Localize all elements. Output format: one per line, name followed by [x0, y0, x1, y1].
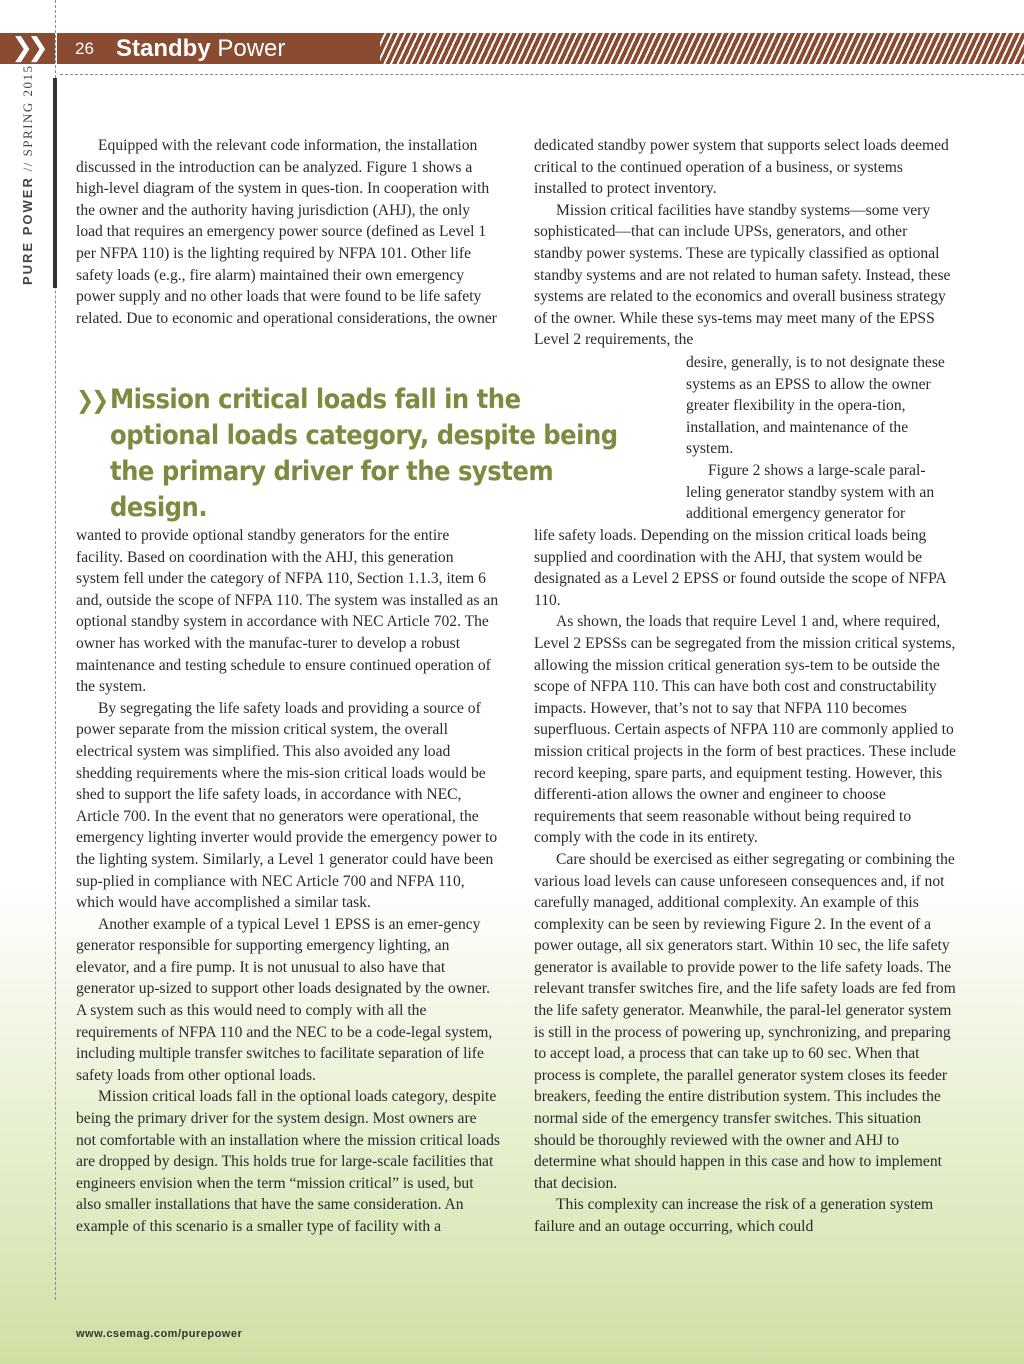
paragraph: Figure 2 shows a large-scale paral-leling generator standby system with an additional emergency generator for: [686, 461, 935, 523]
section-title: [116, 33, 285, 64]
side-accent-bar: [53, 78, 57, 288]
header-stripe-pattern: [380, 33, 1024, 64]
paragraph: wanted to provide optional standby generators for the entire facility. Based on coordination with the AHJ, this generation system fell under the category of NFPA 110, Section 1.1.3, item 6 and, outside the scope of NFPA 110. The system was installed as an optional standby system in accordance with NEC Article 702. The owner has worked with the manufac-turer to develop a robust maintenance and testing schedule to ensure continued operation of the system.: [76, 527, 499, 696]
paragraph: Another example of a typical Level 1 EPSS is an emer-gency generator responsible for supporting emergency lighting, an elevator, and a fire pump. It is not unusual to also have that generator up-sized to support other loads designated by the owner. A system such as this would need to comply with all the requirements of NFPA 110 and the NEC to be a code-legal system, including multiple transfer switches to facilitate separation of life safety loads from other optional loads.: [76, 915, 493, 1084]
right-column-wrap: [686, 352, 958, 525]
left-column-top: [76, 135, 500, 329]
issue-date: // SPRING 2015: [20, 64, 35, 177]
paragraph: Mission critical facilities have standby systems—some very sophisticated—that can include UPSs, generators, and other standby power systems. These are typically classified as optional standby systems and are not related to human safety. Instead, these systems are related to the economics and overall business strategy of the owner. While these sys-tems may meet many of the EPSS Level 2 requirements, the: [534, 201, 951, 349]
pull-quote-text: Mission critical loads fall in the optional loads category, despite being the primary driver for the system design.: [110, 384, 618, 523]
paragraph: By segregating the life safety loads and providing a source of power separate from the mission critical system, the overall electrical system was simplified. This also avoided any load shedding requirements where the mis-sion critical loads would be shed to support the life safety loads, in accordance with NEC, Article 700. In the event that no generators were operational, the emergency lighting inverter would provide the emergency power to the lighting system. Similarly, a Level 1 generator could have been sup-plied in compliance with NEC Article 700 and NFPA 110, which would have accomplished a similar task.: [76, 699, 498, 912]
left-column-bottom: [76, 525, 500, 1238]
chevron-right-icon: ❯❯: [0, 33, 54, 64]
paragraph: dedicated standby power system that supports select loads deemed critical to the continued operation of a business, or systems installed to protect inventory.: [534, 137, 949, 198]
paragraph: This complexity can increase the risk of a generation system failure and an outage occurring, which could: [534, 1196, 934, 1235]
paragraph: Mission critical loads fall in the optional loads category, despite being the primary driver for the system design. Most owners are not comfortable with an installation where the mission critical loads are dropped by design. This holds true for large-scale facilities that engineers envision when the term “mission critical” is used, but also smaller installations that have the same consideration. An example of this scenario is a smaller type of facility with a: [76, 1088, 500, 1235]
pull-quote-chevron-icon: ❯❯: [76, 386, 107, 414]
pull-quote: [76, 382, 636, 526]
footer-url[interactable]: www.csemag.com/purepower: [76, 1328, 243, 1340]
paragraph: Equipped with the relevant code information, the installation discussed in the introduction can be analyzed. Figure 1 shows a high-level diagram of the system in ques-tion. In cooperation with the owner and the authority having jurisdiction (AHJ), the only load that requires an emergency power source (defined as Level 1 per NFPA 110) is the lighting required by NFPA 101. Other life safety loads (e.g., fire alarm) maintained their own emergency power supply and no other loads that were found to be life safety related. Due to economic and operational considerations, the owner: [76, 137, 497, 327]
publication-name: PURE POWER: [20, 176, 35, 285]
paragraph: Care should be exercised as either segregating or combining the various load levels can cause unforeseen consequences and, if not carefully managed, additional complexity. An example of this complexity can be seen by reviewing Figure 2. In the event of a power outage, all six generators start. Within 10 sec, the life safety generator is available to provide power to the life safety loads. The relevant transfer switches fire, and the life safety loads are fed from the life safety generator. Meanwhile, the paral-lel generator system is still in the process of powering up, synchronizing, and preparing to accept load, a process that can take up to 60 sec. When that process is complete, the parallel generator system closes its feeder breakers, feeding the entire distribution system. This includes the normal side of the emergency transfer switches. This situation should be thoroughly reviewed with the owner and AHJ to determine what should happen in this case and how to implement that decision.: [534, 850, 956, 1192]
page-number: 26: [75, 39, 94, 58]
section-title-bold: Standby: [116, 35, 211, 62]
right-column-top: [534, 135, 958, 351]
top-dashed-rule: [60, 74, 1024, 75]
paragraph: life safety loads. Depending on the mission critical loads being supplied and coordination with the AHJ, that system would be designated as a Level 2 EPSS or found outside the scope of NFPA 110.: [534, 527, 946, 609]
paragraph: desire, generally, is to not designate these systems as an EPSS to allow the owner greater flexibility in the opera-tion, installation, and maintenance of the system.: [686, 354, 945, 458]
right-column-bottom: [534, 525, 958, 1238]
paragraph: As shown, the loads that require Level 1 and, where required, Level 2 EPSSs can be segregated from the mission critical systems, allowing the mission critical generation sys-tem to be outside the scope of NFPA 110. This can have both cost and constructability impacts. However, that’s not to say that NFPA 110 becomes superfluous. Certain aspects of NFPA 110 are commonly applied to mission critical projects in the form of best practices. These include record keeping, spare parts, and equipment testing. However, this differenti-ation allows the owner and engineer to choose requirements that seem reasonable without being required to comply with the code in its entirety.: [534, 613, 956, 847]
publication-side-label: [20, 64, 36, 285]
section-title-light: Power: [217, 35, 286, 62]
